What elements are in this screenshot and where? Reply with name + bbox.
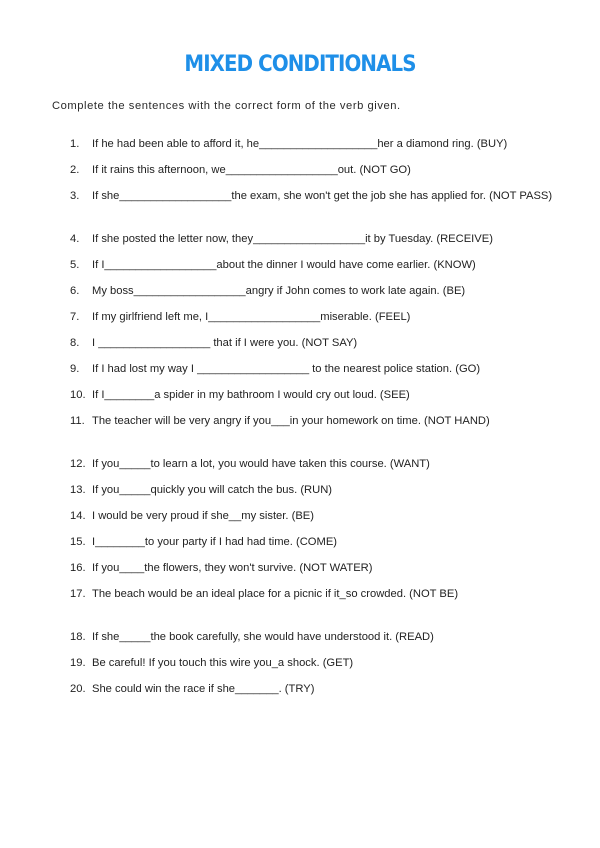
exercise-item <box>70 560 560 586</box>
exercise-item <box>70 387 560 413</box>
exercise-sentence: She could win the race if she_______. (TRY) <box>92 683 315 695</box>
exercise-number: 19. <box>70 657 86 669</box>
exercise-item <box>70 508 560 534</box>
exercise-number: 8. <box>70 337 80 349</box>
exercise-number: 14. <box>70 510 86 522</box>
exercise-sentence: If she__________________the exam, she won't get the job she has applied for. (NOT PASS) <box>92 190 553 202</box>
exercise-sentence: If I had lost my way I __________________ to the nearest police station. (GO) <box>92 363 481 375</box>
page-title: MIXED CONDITIONALS <box>184 52 416 77</box>
exercise-item <box>70 257 560 283</box>
exercise-item <box>70 456 560 482</box>
exercise-number: 1. <box>70 138 80 150</box>
exercise-item <box>70 586 560 629</box>
exercise-sentence: Be careful! If you touch this wire you_a shock. (GET) <box>92 657 354 669</box>
exercise-number: 3. <box>70 190 80 202</box>
exercise-item <box>70 335 560 361</box>
exercise-number: 12. <box>70 458 86 470</box>
exercise-list <box>70 136 560 707</box>
exercise-sentence: If he had been able to afford it, he___________________her a diamond ring. (BUY) <box>92 138 508 150</box>
exercise-item <box>70 136 560 162</box>
exercise-item <box>70 231 560 257</box>
exercise-item <box>70 361 560 387</box>
exercise-sentence: My boss__________________angry if John comes to work late again. (BE) <box>92 285 466 297</box>
exercise-number: 16. <box>70 562 86 574</box>
exercise-item <box>70 534 560 560</box>
exercise-number: 10. <box>70 389 86 401</box>
exercise-sentence: If you_____to learn a lot, you would have taken this course. (WANT) <box>92 458 430 470</box>
instructions: Complete the sentences with the correct form of the verb given. <box>52 100 401 112</box>
exercise-sentence: If you____the flowers, they won't survive. (NOT WATER) <box>92 562 373 574</box>
exercise-item <box>70 413 560 456</box>
exercise-item <box>70 188 560 231</box>
exercise-sentence: I would be very proud if she__my sister. (BE) <box>92 510 314 522</box>
exercise-sentence: I __________________ that if I were you. (NOT SAY) <box>92 337 358 349</box>
exercise-number: 7. <box>70 311 80 323</box>
exercise-item <box>70 482 560 508</box>
exercise-item <box>70 283 560 309</box>
exercise-number: 20. <box>70 683 86 695</box>
exercise-sentence: If I__________________about the dinner I would have come earlier. (KNOW) <box>92 259 476 271</box>
exercise-sentence: If you_____quickly you will catch the bus. (RUN) <box>92 484 333 496</box>
exercise-sentence: The teacher will be very angry if you___in your homework on time. (NOT HAND) <box>92 415 490 427</box>
exercise-number: 17. <box>70 588 86 600</box>
exercise-number: 2. <box>70 164 80 176</box>
exercise-number: 6. <box>70 285 80 297</box>
exercise-sentence: If I________a spider in my bathroom I would cry out loud. (SEE) <box>92 389 410 401</box>
exercise-number: 4. <box>70 233 80 245</box>
exercise-sentence: I________to your party if I had had time. (COME) <box>92 536 338 548</box>
exercise-number: 15. <box>70 536 86 548</box>
exercise-number: 18. <box>70 631 86 643</box>
exercise-item <box>70 309 560 335</box>
exercise-item <box>70 655 560 681</box>
exercise-item <box>70 629 560 655</box>
exercise-number: 11. <box>70 415 85 427</box>
exercise-item <box>70 681 560 707</box>
exercise-sentence: If she posted the letter now, they__________________it by Tuesday. (RECEIVE) <box>92 233 493 245</box>
exercise-number: 9. <box>70 363 80 375</box>
exercise-sentence: If she_____the book carefully, she would have understood it. (READ) <box>92 631 434 643</box>
exercise-sentence: If it rains this afternoon, we__________________out. (NOT GO) <box>92 164 411 176</box>
exercise-sentence: The beach would be an ideal place for a picnic if it_so crowded. (NOT BE) <box>92 588 459 600</box>
exercise-number: 13. <box>70 484 86 496</box>
exercise-item <box>70 162 560 188</box>
exercise-number: 5. <box>70 259 80 271</box>
exercise-sentence: If my girlfriend left me, I__________________miserable. (FEEL) <box>92 311 411 323</box>
